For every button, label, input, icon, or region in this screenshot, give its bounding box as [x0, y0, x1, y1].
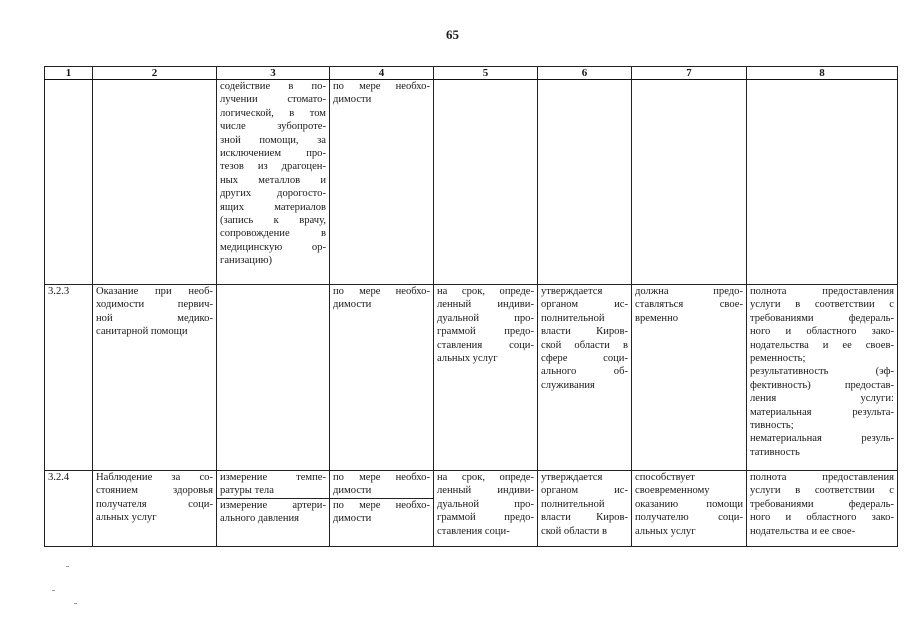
service-frequency — [330, 471, 434, 547]
text-line: Оказание при необ- — [96, 286, 213, 297]
header-cell-1: 1 — [45, 67, 93, 80]
text-line: граммой предо- — [437, 512, 534, 524]
text-line: служивания — [541, 379, 595, 391]
text-line: димости — [333, 485, 372, 497]
text-line: ального об- — [541, 366, 628, 378]
text-line: тивность; — [750, 420, 794, 432]
text-line: альных услуг — [96, 512, 157, 524]
service-term — [434, 285, 538, 471]
text-line: тативность — [750, 446, 800, 458]
scan-speck — [52, 590, 55, 591]
text-line: дуальной про- — [437, 312, 534, 324]
text-line: (запись к врачу, — [220, 215, 326, 227]
service-subitems — [217, 471, 330, 547]
text-line: ления услуги: — [750, 393, 894, 405]
text-line: ленный индиви- — [437, 299, 534, 311]
text-line: своевременному — [635, 485, 710, 497]
scan-speck — [66, 566, 69, 567]
text-line: тезов из драгоцен- — [220, 161, 326, 173]
text-line: материальная результа- — [750, 406, 894, 418]
continuation-frequency — [330, 80, 434, 285]
text-line: ставления соци- — [437, 339, 534, 351]
text-line: полнительной — [541, 498, 605, 510]
text-line: полнота предоставления — [750, 472, 894, 483]
text-line: ставляться свое- — [635, 299, 743, 311]
header-cell-3: 3 — [217, 67, 330, 80]
subitem-blood-pressure — [220, 499, 326, 526]
text-line: альных услуг — [635, 525, 696, 537]
text-line: должна предо- — [635, 286, 743, 297]
subitem-temperature-frequency — [330, 471, 433, 499]
text-line: власти Киров- — [541, 326, 628, 338]
text-line: содействие в по- — [220, 81, 326, 92]
text-line: полнота предоставления — [750, 286, 894, 297]
text-line: оказанию помощи — [635, 498, 743, 510]
service-conditions — [632, 285, 747, 471]
service-conditions — [632, 471, 747, 547]
row-number: 3.2.3 — [45, 285, 93, 471]
text-line: медицинскую ор- — [220, 241, 326, 253]
service-quality-indicators — [747, 471, 898, 547]
text-line: ставления соци- — [437, 525, 510, 537]
text-line: ного и областного зако- — [750, 326, 894, 338]
text-line: нематериальная резуль- — [750, 433, 894, 445]
service-norm — [538, 471, 632, 547]
text-line: ременность; — [750, 353, 806, 365]
header-cell-7: 7 — [632, 67, 747, 80]
page-number: 65 — [446, 27, 459, 42]
text-line: по мере необхо- — [333, 286, 430, 297]
text-line: по мере необхо- — [333, 472, 430, 483]
text-line: результативность (эф- — [750, 366, 894, 378]
header-cell-6: 6 — [538, 67, 632, 80]
text-line: нодательства и ее своев- — [750, 339, 894, 351]
text-line: ного и областного зако- — [750, 512, 894, 524]
table-row-3-2-4 — [45, 471, 898, 547]
text-line: ходимости первич- — [96, 299, 213, 311]
scan-speck — [74, 603, 77, 604]
text-line: Наблюдение за со- — [96, 472, 213, 483]
text-line: ратуры тела — [220, 485, 274, 497]
text-line: способствует — [635, 472, 695, 483]
text-line: альных услуг — [437, 353, 498, 365]
text-line: измерение темпе- — [220, 472, 326, 483]
text-line: ской области в — [541, 339, 628, 351]
continuation-service-description — [217, 80, 330, 285]
services-table — [44, 66, 898, 547]
text-line: по мере необхо- — [333, 499, 430, 511]
header-cell-4: 4 — [330, 67, 434, 80]
text-line: нодательства и ее свое- — [750, 525, 856, 537]
service-quality-indicators — [747, 285, 898, 471]
header-row — [45, 67, 898, 80]
text-line: на срок, опреде- — [437, 472, 534, 483]
text-line: димости — [333, 513, 372, 525]
text-line: услуги в соответствии с — [750, 485, 894, 497]
table-row-continuation — [45, 80, 898, 285]
text-line: граммой предо- — [437, 326, 534, 338]
subitem-blood-pressure-frequency — [333, 499, 430, 526]
text-line: требованиями федераль- — [750, 498, 894, 510]
text-line: ной медико- — [96, 312, 213, 324]
text-line: органом ис- — [541, 299, 628, 311]
row-number: 3.2.4 — [45, 471, 93, 547]
text-line: сопровождение в — [220, 228, 326, 240]
header-cell-5: 5 — [434, 67, 538, 80]
table-row-3-2-3 — [45, 285, 898, 471]
text-line: органом ис- — [541, 485, 628, 497]
text-line: ных металлов и — [220, 174, 326, 186]
text-line: требованиями федераль- — [750, 312, 894, 324]
text-line: временно — [635, 312, 679, 324]
service-frequency — [330, 285, 434, 471]
header-cell-2: 2 — [93, 67, 217, 80]
text-line: стоянием здоровья — [96, 485, 213, 497]
text-line: власти Киров- — [541, 512, 628, 524]
text-line: санитарной помощи — [96, 326, 188, 338]
text-line: получателю соци- — [635, 512, 743, 524]
text-line: по мере необхо- — [333, 81, 430, 92]
text-line: ганизацию) — [220, 255, 273, 267]
text-line: полнительной — [541, 312, 605, 324]
text-line: димости — [333, 299, 372, 311]
text-line: ленный индиви- — [437, 485, 534, 497]
text-line: фективность) предостав- — [750, 379, 894, 391]
text-line: ального давления — [220, 513, 300, 525]
text-line: получателя соци- — [96, 498, 213, 510]
service-term — [434, 471, 538, 547]
text-line: ящих материалов — [220, 201, 326, 213]
text-line: исключением про- — [220, 148, 326, 160]
text-line: числе зубопроте- — [220, 121, 326, 133]
text-line: лучении стомато- — [220, 94, 326, 106]
text-line: услуги в соответствии с — [750, 299, 894, 311]
service-name — [93, 285, 217, 471]
header-cell-8: 8 — [747, 67, 898, 80]
service-norm — [538, 285, 632, 471]
text-line: димости — [333, 94, 372, 106]
text-line: утверждается — [541, 472, 603, 483]
text-line: зной помощи, за — [220, 134, 326, 146]
text-line: утверждается — [541, 286, 603, 297]
text-line: дуальной про- — [437, 498, 534, 510]
text-line: других дорогосто- — [220, 188, 326, 200]
text-line: ской области в — [541, 525, 607, 537]
text-line: логической, в том — [220, 107, 326, 119]
text-line: сфере соци- — [541, 353, 628, 365]
service-name — [93, 471, 217, 547]
text-line: на срок, опреде- — [437, 286, 534, 297]
subitem-temperature — [217, 471, 329, 499]
text-line: измерение артери- — [220, 499, 326, 511]
